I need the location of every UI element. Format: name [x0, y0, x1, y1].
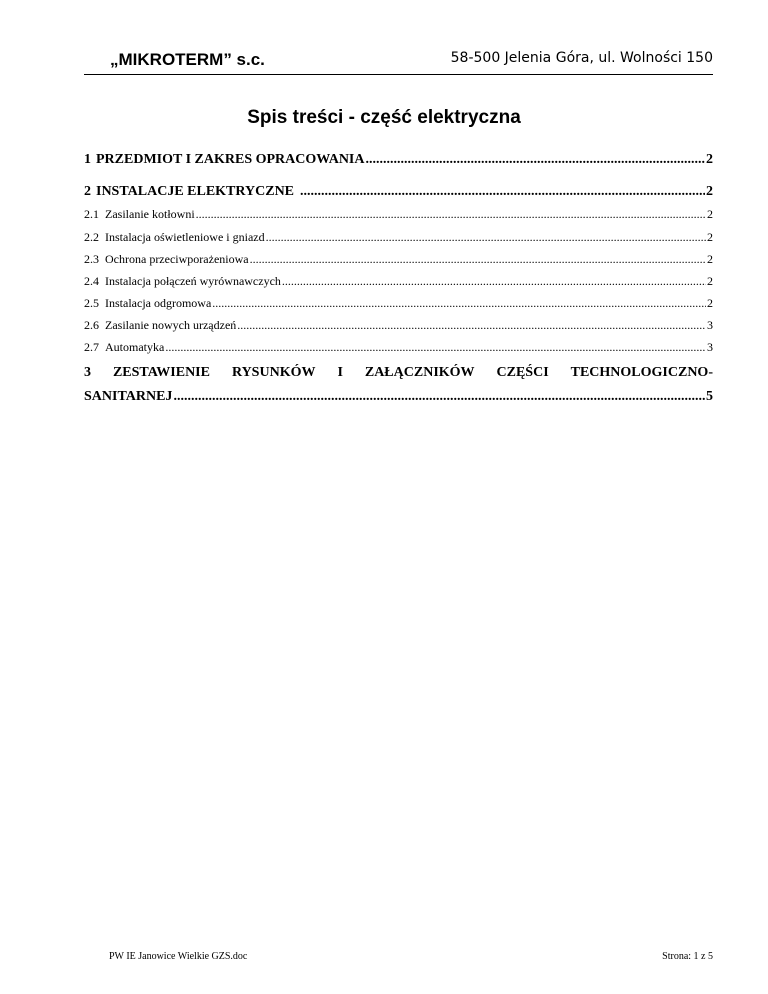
toc-leader	[250, 252, 706, 267]
toc-leader	[237, 318, 706, 333]
toc-number: 1	[84, 152, 91, 167]
toc-entry-2-6[interactable]	[84, 318, 713, 333]
toc-entry-2-5[interactable]	[84, 296, 713, 311]
toc-page: 3	[707, 340, 713, 354]
toc-label: Zasilanie kotłowni	[105, 207, 195, 221]
toc-leader	[282, 274, 706, 289]
company-address: 58-500 Jelenia Góra, ul. Wolności 150	[450, 50, 713, 66]
toc-entry-3-line1[interactable]	[84, 365, 713, 381]
footer-page-info: Strona: 1 z 5	[662, 951, 713, 962]
toc-leader	[212, 296, 706, 311]
toc-number: 2.6	[84, 318, 99, 332]
toc-leader	[173, 389, 705, 405]
toc-page: 3	[707, 318, 713, 332]
page-header	[84, 40, 713, 75]
toc-word: ZESTAWIENIE	[112, 365, 210, 380]
toc-label: Instalacja odgromowa	[105, 296, 212, 310]
toc-number: 2.7	[84, 340, 99, 354]
toc-number: 2.4	[84, 274, 99, 288]
toc-label: Automatyka	[105, 340, 165, 354]
toc-entry-2-3[interactable]	[84, 252, 713, 267]
toc-number: 2.1	[84, 207, 99, 221]
toc-entry-2-7[interactable]	[84, 340, 713, 355]
toc-page: 2	[707, 296, 713, 310]
toc-page: 2	[707, 230, 713, 244]
company-name: „MIKROTERM” s.c.	[110, 50, 265, 69]
toc-label: SANITARNEJ	[84, 389, 173, 404]
toc-label: Instalacja połączeń wyrównawczych	[105, 274, 281, 288]
toc-leader	[165, 340, 706, 355]
toc-leader	[196, 207, 706, 222]
toc-word: ZAŁĄCZNIKÓW	[364, 365, 475, 380]
toc-label: INSTALACJE ELEKTRYCZNE	[96, 184, 295, 199]
toc-leader	[300, 184, 705, 200]
toc-number: 2.5	[84, 296, 99, 310]
toc-leader	[266, 230, 706, 245]
toc-page: 5	[706, 389, 713, 404]
toc-entry-2-1[interactable]	[84, 207, 713, 222]
toc-leader	[366, 152, 706, 168]
toc-page: 2	[706, 184, 713, 199]
toc-number: 2	[84, 184, 91, 199]
toc-entry-2-4[interactable]	[84, 274, 713, 289]
toc-page: 2	[706, 152, 713, 167]
document-title: Spis treści - część elektryczna	[247, 107, 521, 128]
toc-word: I	[337, 365, 343, 380]
toc-word: TECHNOLOGICZNO-	[570, 365, 713, 380]
toc-label: Ochrona przeciwporażeniowa	[105, 252, 249, 266]
toc-entry-2[interactable]	[84, 184, 713, 200]
toc-label: Zasilanie nowych urządzeń	[105, 318, 237, 332]
toc-entry-2-2[interactable]	[84, 230, 713, 245]
toc-entry-3-line2[interactable]	[84, 389, 713, 405]
toc-word: CZĘŚCI	[496, 365, 549, 380]
toc-word: RYSUNKÓW	[231, 365, 316, 380]
toc-page: 2	[707, 274, 713, 288]
footer-filename: PW IE Janowice Wielkie GZS.doc	[109, 951, 248, 962]
toc-page: 2	[707, 252, 713, 266]
toc-entry-1[interactable]	[84, 152, 713, 168]
toc-number: 2.3	[84, 252, 99, 266]
toc-number: 2.2	[84, 230, 99, 244]
toc-page: 2	[707, 207, 713, 221]
toc-label: Instalacja oświetleniowe i gniazd	[105, 230, 265, 244]
toc-number: 3	[84, 365, 91, 380]
toc-label: PRZEDMIOT I ZAKRES OPRACOWANIA	[96, 152, 365, 167]
